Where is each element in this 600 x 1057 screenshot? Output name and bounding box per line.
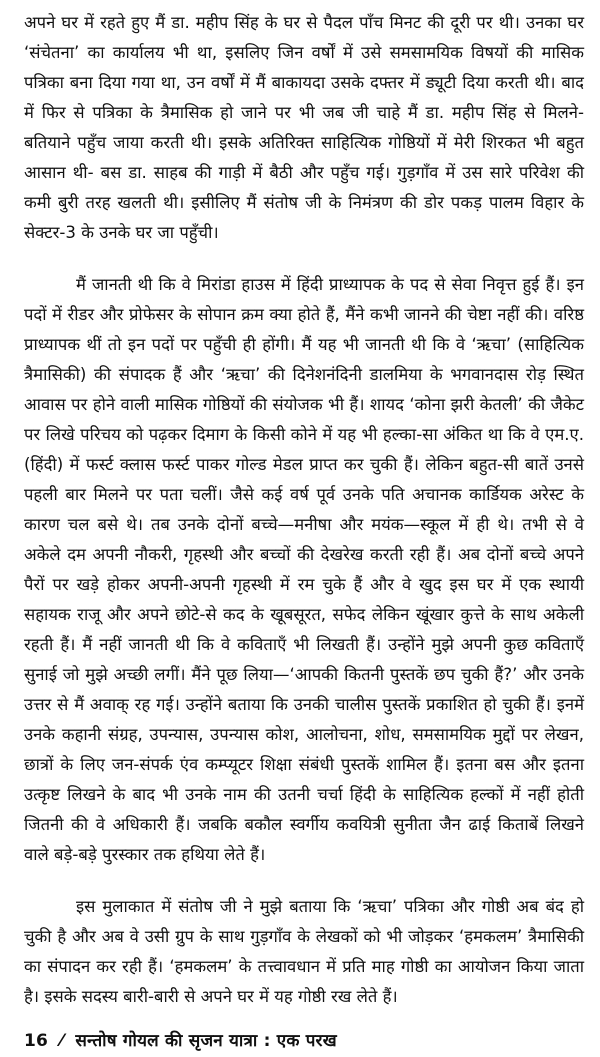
running-title: सन्तोष गोयल की सृजन यात्रा : एक परख <box>75 1031 337 1051</box>
paragraph-gap <box>24 870 584 892</box>
paragraph-3: इस मुलाकात में संतोष जी ने मुझे बताया कि ‘ऋचा’ पत्रिका और गोष्ठी अब बंद हो चुकी है और अब वे उसी ग्रुप के साथ गुड़गाँव के लेखकों को भी जोड़कर ‘हमकलम’ त्रैमासिकी का संपादन कर रही हैं। ‘हमकलम’ के तत्त्वावधान में प्रति माह गोष्ठी का आयोजन किया जाता है। इसके सदस्य बारी-बारी से अपने घर में यह गोष्ठी रख लेते हैं। <box>24 897 584 1006</box>
paragraph-2: मैं जानती थी कि वे मिरांडा हाउस में हिंदी प्राध्यापक के पद से सेवा निवृत्त हुई हैं। इन पदों में रीडर और प्रोफेसर के सोपान क्रम क्या होते हैं, मैंने कभी जानने की चेष्टा नहीं की। वरिष्ठ प्राध्यापक थीं तो इन पदों पर पहुँची ही होंगी। मैं यह भी जानती थी कि वे ‘ऋचा’ (साहित्यिक त्रैमासिकी) की संपादक हैं और ‘ऋचा’ की दिनेशनंदिनी डालमिया के भगवानदास रोड़ स्थित आवास पर होने वाली मासिक गोष्ठियों की संयोजक भी हैं। शायद ‘कोना झरी केतली’ की जैकेट पर लिखे परिचय को पढ़कर दिमाग के किसी कोने में यह भी हल्का-सा अंकित था कि वे एम.ए. (हिंदी) में फर्स्ट क्लास फर्स्ट पाकर गोल्ड मेडल प्राप्त कर चुकी हैं। लेकिन बहुत-सी बातें उनसे पहली बार मिलने पर पता चलीं। जैसे कई वर्ष पूर्व उनके पति अचानक कार्डियक अरेस्ट के कारण चल बसे थे। तब उनके दोनों बच्चे—मनीषा और मयंक—स्कूल में ही थे। तभी से वे अकेले दम अपनी नौकरी, गृहस्थी और बच्चों की देखरेख करती रही हैं। अब दोनों बच्चे अपने पैरों पर खड़े होकर अपनी-अपनी गृहस्थी में रम चुके हैं और वे खुद इस घर में एक स्थायी सहायक राजू और अपने छोटे-से कद के खूबसूरत, सफेद लेकिन खूंखार कुत्ते के साथ अकेली रहती हैं। मैं नहीं जानती थी कि वे कविताएँ भी लिखती हैं। उन्होंने मुझे अपनी कुछ कविताएँ सुनाई जो मुझे अच्छी लगीं। मैंने पूछ लिया—‘आपकी कितनी पुस्तकें छप चुकी हैं?’ और उनके उत्तर से मैं अवाक् रह गई। उन्होंने बताया कि उनकी चालीस पुस्तकें प्रकाशित हो चुकी हैं। इनमें उनके कहानी संग्रह, उपन्यास, उपन्यास कोश, आलोचना, शोध, समसामयिक मुद्दों पर लेखन, छात्रों के लिए जन-संपर्क एंव कम्प्यूटर शिक्षा संबंधी पुस्तकें शामिल हैं। इतना बस और इतना उत्कृष्ट लिखने के बाद भी उनके नाम की उतनी चर्चा हिंदी के साहित्यिक हल्कों में नहीं होती जितनी की वे अधिकारी हैं। जबकि बकौल स्वर्गीय कवयित्री सुनीता जैन ढाई किताबें लिखने वाले बड़े-बड़े पुरस्कार तक हथिया लेते हैं। <box>24 275 584 864</box>
footer-separator: ⁄ <box>60 1031 64 1051</box>
page-number: 16 <box>24 1031 49 1051</box>
page-footer <box>24 1026 584 1056</box>
footer-gap <box>24 1012 584 1026</box>
paragraph-1: अपने घर में रहते हुए मैं डा. महीप सिंह के घर से पैदल पाँच मिनट की दूरी पर थी। उनका घर ‘संचेतना’ का कार्यालय भी था, इसलिए जिन वर्षों में उसे समसामयिक विषयों की मासिक पत्रिका बना दिया गया था, उन वर्षों में मैं बाकायदा उसके दफ्तर में ड्यूटी दिया करती थी। बाद में फिर से पत्रिका के त्रैमासिक हो जाने पर भी जब जी चाहे मैं डा. महीप सिंह से मिलने-बतियाने पहुँच जाया करती थी। इसके अतिरिक्त साहित्यिक गोष्ठियों में मेरी शिरकत भी बहुत आसान थी- बस डा. साहब की गाड़ी में बैठी और पहुँच गई। गुड़गाँव में उस सारे परिवेश की कमी बुरी तरह खलती थी। इसीलिए मैं संतोष जी के निमंत्रण की डोर पकड़ पालम विहार के सेक्टर-3 के उनके घर जा पहुँची। <box>24 13 584 242</box>
paragraph-gap <box>24 248 584 270</box>
